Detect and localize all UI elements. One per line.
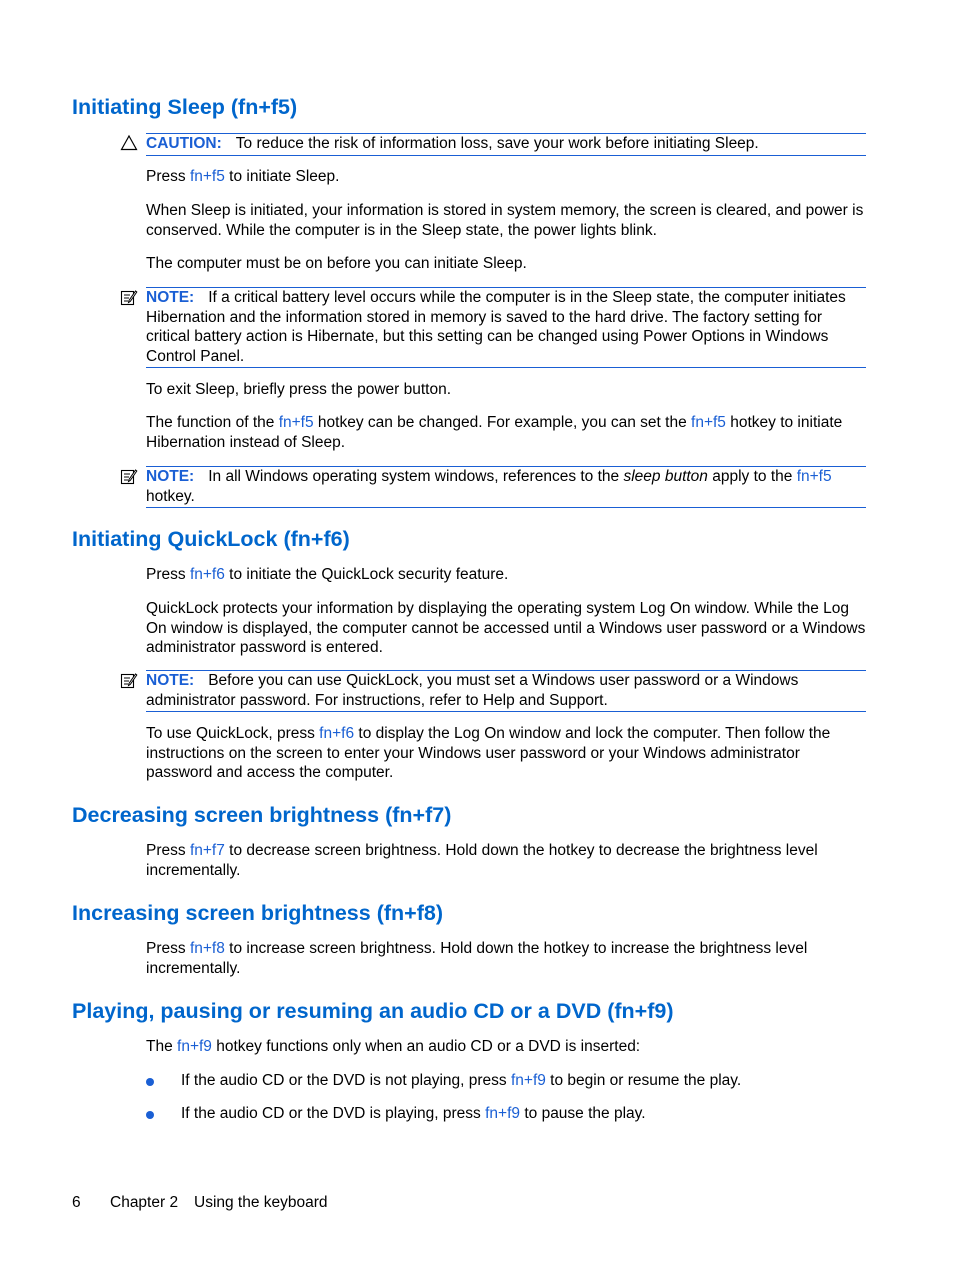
note-pencil-icon: [120, 468, 138, 486]
note-label: NOTE:: [146, 672, 195, 689]
hotkey-fn-f9: fn+f9: [485, 1105, 521, 1122]
note-text: Before you can use QuickLock, you must set a Windows user password or a Windows administrator password. For instructions, refer to Help and Support.: [146, 672, 799, 709]
bullet-icon: [146, 1078, 154, 1086]
list-item: If the audio CD or the DVD is playing, press fn+f9 to pause the play.: [181, 1105, 646, 1122]
paragraph: The computer must be on before you can initiate Sleep.: [146, 255, 527, 272]
paragraph: The fn+f9 hotkey functions only when an audio CD or a DVD is inserted:: [146, 1038, 641, 1055]
heading-initiating-sleep: Initiating Sleep (fn+f5): [72, 95, 298, 119]
hotkey-fn-f5: fn+f5: [796, 468, 832, 485]
hotkey-fn-f5: fn+f5: [189, 168, 225, 185]
paragraph: The function of the fn+f5 hotkey can be changed. For example, you can set the fn+f5 hotkey to initiate Hibernation instead of Sleep.: [146, 414, 843, 451]
hotkey-fn-f5: fn+f5: [278, 414, 314, 431]
heading-decreasing-brightness: Decreasing screen brightness (fn+f7): [72, 803, 452, 827]
chapter-label: Chapter 2: [110, 1194, 179, 1211]
paragraph: Press fn+f7 to decrease screen brightness. Hold down the hotkey to decrease the brightness level incrementally.: [146, 842, 818, 879]
paragraph: QuickLock protects your information by displaying the operating system Log On window. While the Log On window is displayed, the computer cannot be accessed until a Windows user password or a Windows administrator password is entered.: [146, 600, 866, 656]
hotkey-fn-f7: fn+f7: [189, 842, 225, 859]
bullet-icon: [146, 1111, 154, 1119]
note-box: [146, 287, 866, 368]
caution-text: To reduce the risk of information loss, save your work before initiating Sleep.: [235, 135, 759, 152]
page-number: 6: [72, 1194, 81, 1211]
note-pencil-icon: [120, 672, 138, 690]
hotkey-fn-f8: fn+f8: [189, 940, 225, 957]
hotkey-fn-f9: fn+f9: [510, 1072, 546, 1089]
hotkey-fn-f5: fn+f5: [691, 414, 726, 431]
caution-label: CAUTION:: [146, 135, 222, 152]
note-box: [146, 670, 866, 712]
hotkey-fn-f6: fn+f6: [319, 725, 355, 742]
list-item: If the audio CD or the DVD is not playing, press fn+f9 to begin or resume the play.: [181, 1072, 742, 1089]
heading-audio-cd-dvd: Playing, pausing or resuming an audio CD or a DVD (fn+f9): [72, 999, 674, 1023]
note-pencil-icon: [120, 289, 138, 307]
paragraph: Press fn+f8 to increase screen brightness. Hold down the hotkey to increase the brightness level incrementally.: [146, 940, 808, 977]
sleep-button-term: sleep button: [623, 468, 708, 485]
paragraph: To use QuickLock, press fn+f6 to display the Log On window and lock the computer. Then follow the instructions on the screen to enter your Windows user password or your Windows administrator password and access the computer.: [146, 725, 831, 781]
paragraph: To exit Sleep, briefly press the power button.: [146, 381, 451, 398]
heading-initiating-quicklock: Initiating QuickLock (fn+f6): [72, 527, 350, 551]
paragraph: Press fn+f5 to initiate Sleep.: [146, 168, 340, 185]
hotkey-fn-f6: fn+f6: [189, 566, 225, 583]
chapter-title: Using the keyboard: [194, 1194, 328, 1211]
paragraph: Press fn+f6 to initiate the QuickLock security feature.: [146, 566, 509, 583]
note-label: NOTE:: [146, 289, 195, 306]
caution-triangle-icon: [120, 134, 138, 152]
note-text: If a critical battery level occurs while the computer is in the Sleep state, the computer initiates Hibernation and the information stored in memory is saved to the hard drive. The factory setting for critical battery action is Hibernate, but this setting can be changed using Power Options in Windows Control Panel.: [146, 289, 846, 365]
note-box: NOTE: In all Windows operating system windows, references to the sleep button apply to the fn+f5 hotkey.: [146, 466, 866, 508]
heading-increasing-brightness: Increasing screen brightness (fn+f8): [72, 901, 443, 925]
hotkey-fn-f9: fn+f9: [177, 1038, 212, 1055]
note-label: NOTE:: [146, 468, 195, 485]
paragraph: When Sleep is initiated, your information is stored in system memory, the screen is cleared, and power is conserved. While the computer is in the Sleep state, the power lights blink.: [146, 202, 864, 239]
caution-box: [146, 133, 866, 156]
